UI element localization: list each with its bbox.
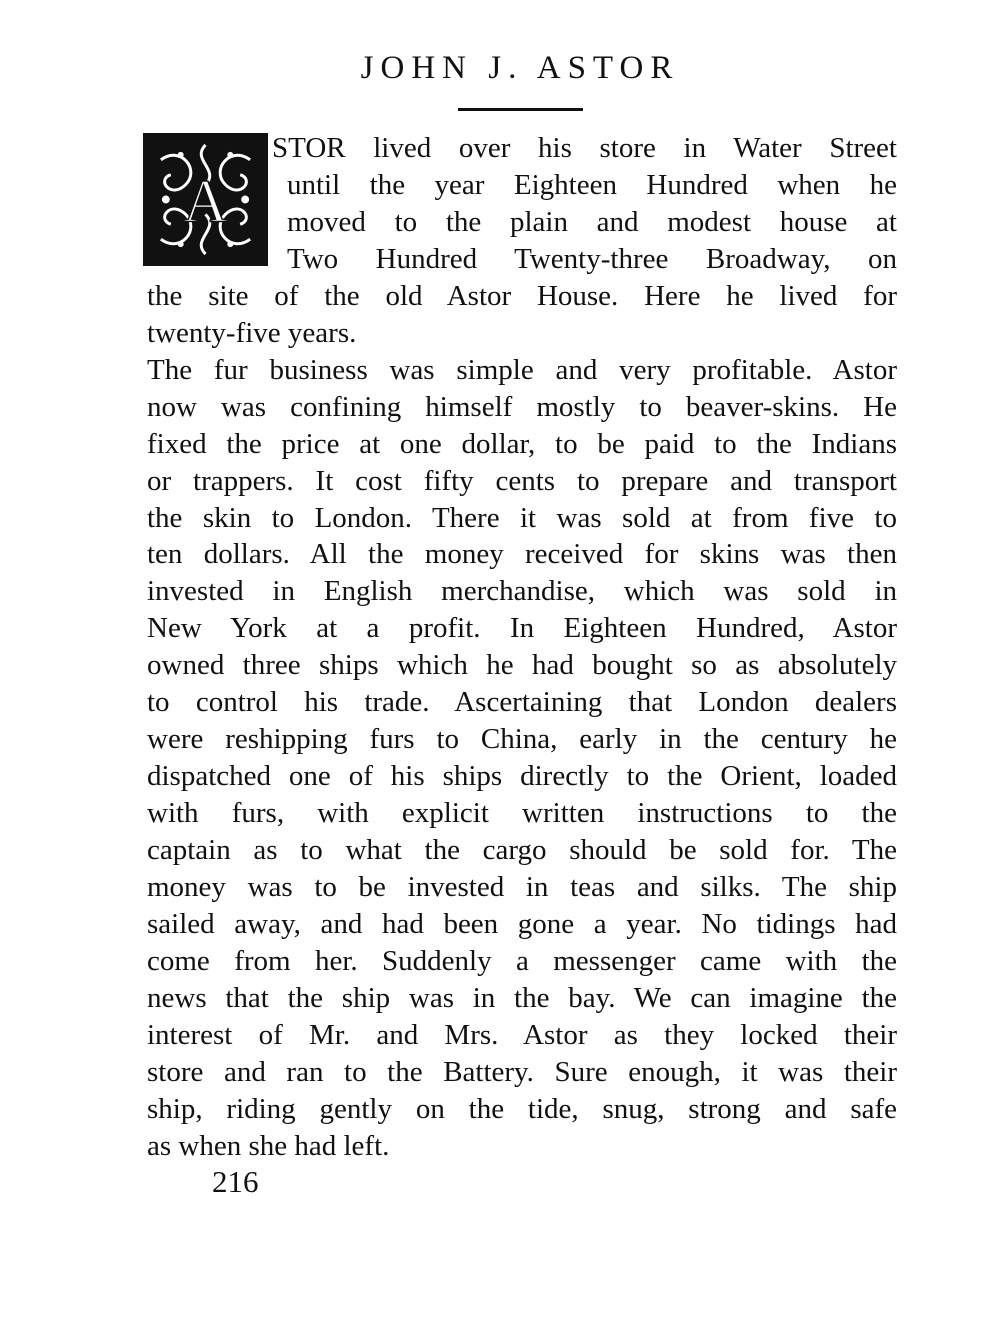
text-line: store and ran to the Battery. Sure enough, it was their [147,1055,897,1088]
text-line: fixed the price at one dollar, to be paid to the Indians [147,427,897,460]
text-line: or trappers. It cost fifty cents to prepare and transport [147,464,897,497]
text-line: moved to the plain and modest house at [287,205,897,238]
text-line: invested in English merchandise, which was sold in [147,575,897,608]
text-line: now was confining himself mostly to beaver-skins. He [147,390,897,423]
text-line: the site of the old Astor House. Here he lived for [147,279,897,312]
text-line: owned three ships which he had bought so as absolutely [147,649,897,682]
text-line: STOR lived over his store in Water Street [272,132,897,164]
text-line: as when she had left. [147,1129,390,1162]
ornament-initial-icon [150,140,261,259]
text-line: New York at a profit. In Eighteen Hundred, Astor [147,612,897,645]
text-line: money was to be invested in teas and silks. The ship [147,871,897,903]
page-number: 216 [212,1164,259,1199]
text-line: twenty-five years. [147,316,357,349]
dropcap-letter: A [183,167,228,236]
text-line: until the year Eighteen Hundred when he [287,168,897,201]
text-line: Two Hundred Twenty-three Broadway, on [287,242,897,275]
text-line: captain as to what the cargo should be sold for. The [147,834,897,867]
text-line: ship, riding gently on the tide, snug, strong and safe [147,1092,897,1125]
text-line: interest of Mr. and Mrs. Astor as they locked their [147,1018,897,1051]
text-line: with furs, with explicit written instructions to the [147,797,897,830]
text-line: come from her. Suddenly a messenger came with the [147,944,897,977]
text-line: ten dollars. All the money received for skins was then [147,538,897,571]
text-line: were reshipping furs to China, early in the century he [147,723,897,756]
text-line: dispatched one of his ships directly to the Orient, loaded [147,760,897,793]
text-line: to control his trade. Ascertaining that London dealers [147,686,897,719]
text-line: The fur business was simple and very profitable. Astor [147,353,897,386]
decorated-initial-a [143,133,268,266]
text-line: the skin to London. There it was sold at from five to [147,501,897,534]
text-line: news that the ship was in the bay. We can imagine the [147,981,897,1014]
header-rule [458,108,583,111]
running-header: JOHN J. ASTOR [360,50,680,86]
text-line: sailed away, and had been gone a year. No tidings had [147,907,897,940]
